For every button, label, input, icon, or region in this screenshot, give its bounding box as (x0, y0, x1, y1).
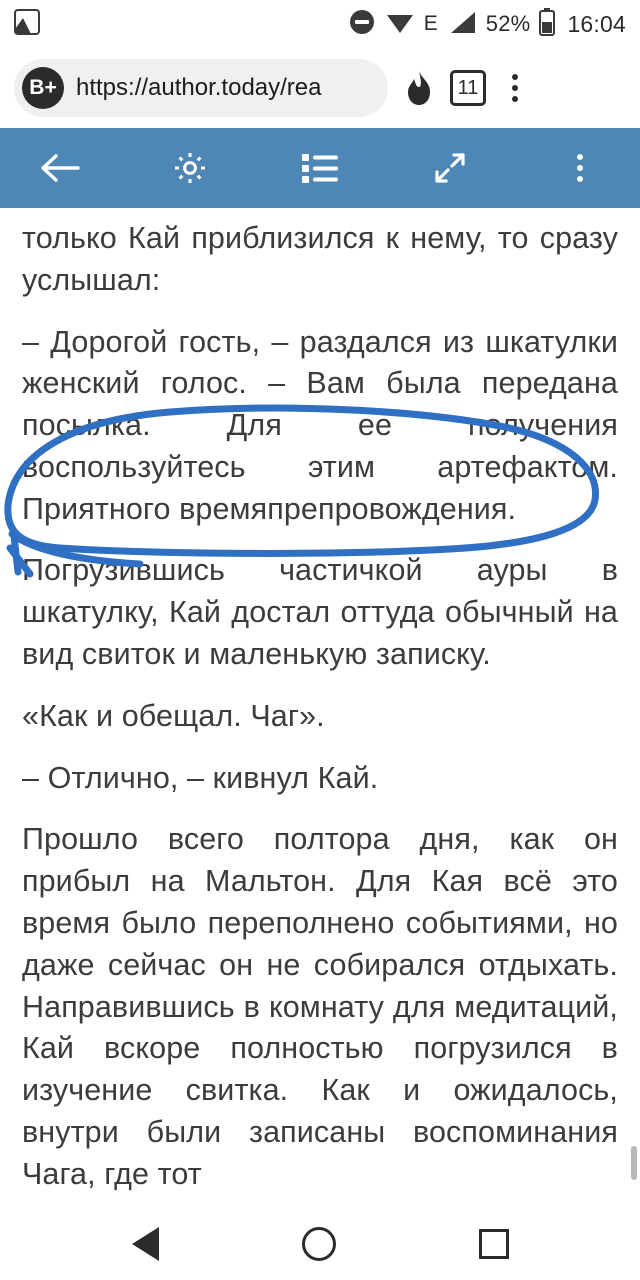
table-of-contents-icon[interactable] (290, 138, 350, 198)
network-type-label: E (423, 12, 438, 35)
url-input[interactable]: https://author.today/rea (76, 74, 322, 101)
paragraph: – Отлично, – кивнул Кай. (22, 760, 379, 795)
browser-toolbar (0, 48, 640, 128)
back-arrow-icon[interactable] (30, 138, 90, 198)
paragraph: – Дорогой гость, – раздался из шкатулки женский голос. – Вам была передана посылка. Для ее получения воспользуйтесь этим артефактом. Приятного времяпрепровождения. (22, 324, 618, 526)
article-body (0, 208, 640, 1220)
paragraph: только Кай приблизился к нему, то сразу услышал: (22, 221, 618, 297)
reader-toolbar (0, 128, 640, 208)
gear-icon[interactable] (160, 138, 220, 198)
nav-back-icon[interactable] (132, 1227, 159, 1261)
reader-more-options-icon[interactable] (550, 138, 610, 198)
flame-icon[interactable] (402, 70, 436, 106)
paragraph: «Как и обещал. Чаг». (22, 698, 325, 733)
signal-icon (447, 9, 477, 40)
browser-menu-icon[interactable] (500, 74, 530, 102)
status-bar-right (348, 8, 626, 41)
battery-percent-label: 52% (485, 11, 531, 36)
paragraph: Прошло всего полтора дня, как он прибыл на Мальтон. Для Кая всё это время было переполнено событиями, но даже сейчас он не собирался отдыхать. Направившись в комнату для медитаций, Кай вскоре полностью погрузился в изучение свитка. Как и ожидалось, внутри были записаны воспоминания Чага, где тот (22, 822, 618, 1191)
battery-icon (539, 8, 555, 41)
url-bar[interactable] (14, 59, 388, 117)
paragraph: Погрузившись частичкой ауры в шкатулку, Кай достал оттуда обычный на вид свиток и маленькую записку. (22, 553, 618, 672)
status-bar-left (14, 9, 348, 40)
site-badge: B+ (22, 67, 64, 109)
clock-label: 16:04 (567, 10, 626, 37)
status-bar (0, 0, 640, 48)
scrollbar[interactable] (631, 1146, 637, 1180)
system-nav-bar (0, 1208, 640, 1280)
nav-recents-icon[interactable] (479, 1229, 509, 1259)
nav-home-icon[interactable] (302, 1227, 336, 1261)
screenshot-icon (14, 9, 40, 40)
wifi-icon (385, 9, 415, 40)
tab-counter-button[interactable]: 11 (450, 70, 486, 106)
fullscreen-icon[interactable] (420, 138, 480, 198)
dnd-icon (348, 8, 376, 41)
